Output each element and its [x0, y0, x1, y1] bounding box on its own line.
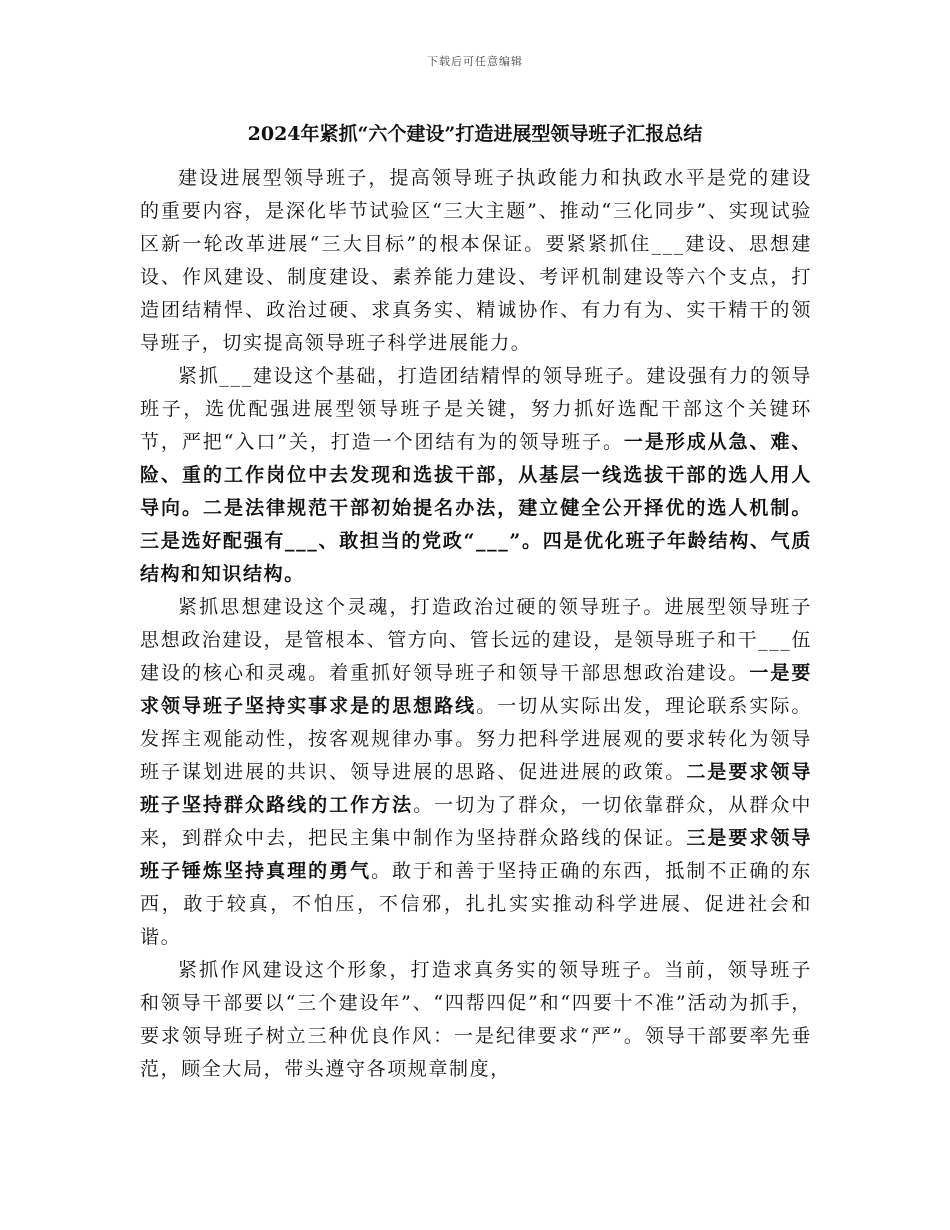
paragraph-3 — [140, 591, 812, 954]
paragraph-3-text-3: 。一切为了群众，一切依靠群众，从群众中来，到群众中去，把民主集中制作为坚持群众路线的保证。 — [140, 794, 812, 849]
paragraph-4-text: 紧抓作风建设这个形象，打造求真务实的领导班子。当前，领导班子和领导干部要以“三个建设年”、“四帮四促”和“四要十不准”活动为抓手，要求领导班子树立三种优良作风：一是纪律要求“严”。领导干部要率先垂范，顾全大局，带头遵守各项规章制度， — [140, 959, 812, 1080]
paragraph-2 — [140, 360, 812, 591]
paragraph-3-text-4: 。敢于和善于坚持正确的东西，抵制不正确的东西，敢于较真，不怕压，不信邪，扎扎实实推动科学进展、促进社会和谐。 — [140, 860, 812, 948]
paragraph-3-text-2: 。一切从实际出发，理论联系实际。发挥主观能动性，按客观规律办事。努力把科学进展观的要求转化为领导班子谋划进展的共识、领导进展的思路、促进进展的政策。 — [140, 695, 812, 783]
paragraph-1-text: 建设进展型领导班子，提高领导班子执政能力和执政水平是党的建设的重要内容，是深化毕节试验区“三大主题”、推动“三化同步”、实现试验区新一轮改革进展“三大目标”的根本保证。要紧紧抓住___建设、思想建设、作风建设、制度建设、素养能力建设、考评机制建设等六个支点，打造团结精悍、政治过硬、求真务实、精诚协作、有力有为、实干精干的领导班子，切实提高领导班子科学进展能力。 — [140, 167, 812, 354]
header-note: 下载后可任意编辑 — [427, 55, 523, 68]
paragraph-3-bold-1: 一是要求领导班子坚持实事求是的思想路线 — [140, 662, 812, 717]
paragraph-3-text-1: 紧抓思想建设这个灵魂，打造政治过硬的领导班子。进展型领导班子思想政治建设，是管根本、管方向、管长远的建设，是领导班子和干___伍建设的核心和灵魂。着重抓好领导班子和领导干部思想政治建设。 — [140, 596, 812, 684]
paragraph-2-bold-text: 一是形成从急、难、险、重的工作岗位中去发现和选拔干部，从基层一线选拔干部的选人用人导向。二是法律规范干部初始提名办法，建立健全公开择优的选人机制。三是选好配强有___、敢担当的党政“___”。四是优化班子年龄结构、气质结构和知识结构。 — [140, 431, 812, 585]
paragraph-3-bold-2: 二是要求领导班子坚持群众路线的工作方法 — [140, 761, 812, 816]
paragraph-4 — [140, 954, 812, 1086]
document-body — [140, 162, 812, 1086]
document-title: 2024年紧抓“六个建设”打造进展型领导班子汇报总结 — [247, 123, 703, 145]
paragraph-2-text: 紧抓___建设这个基础，打造团结精悍的领导班子。建设强有力的领导班子，选优配强进展型领导班子是关键，努力抓好选配干部这个关键环节，严把“入口”关，打造一个团结有为的领导班子。 — [140, 365, 812, 453]
paragraph-3-bold-3: 三是要求领导班子锤炼坚持真理的勇气 — [140, 827, 812, 882]
paragraph-1 — [140, 162, 812, 360]
